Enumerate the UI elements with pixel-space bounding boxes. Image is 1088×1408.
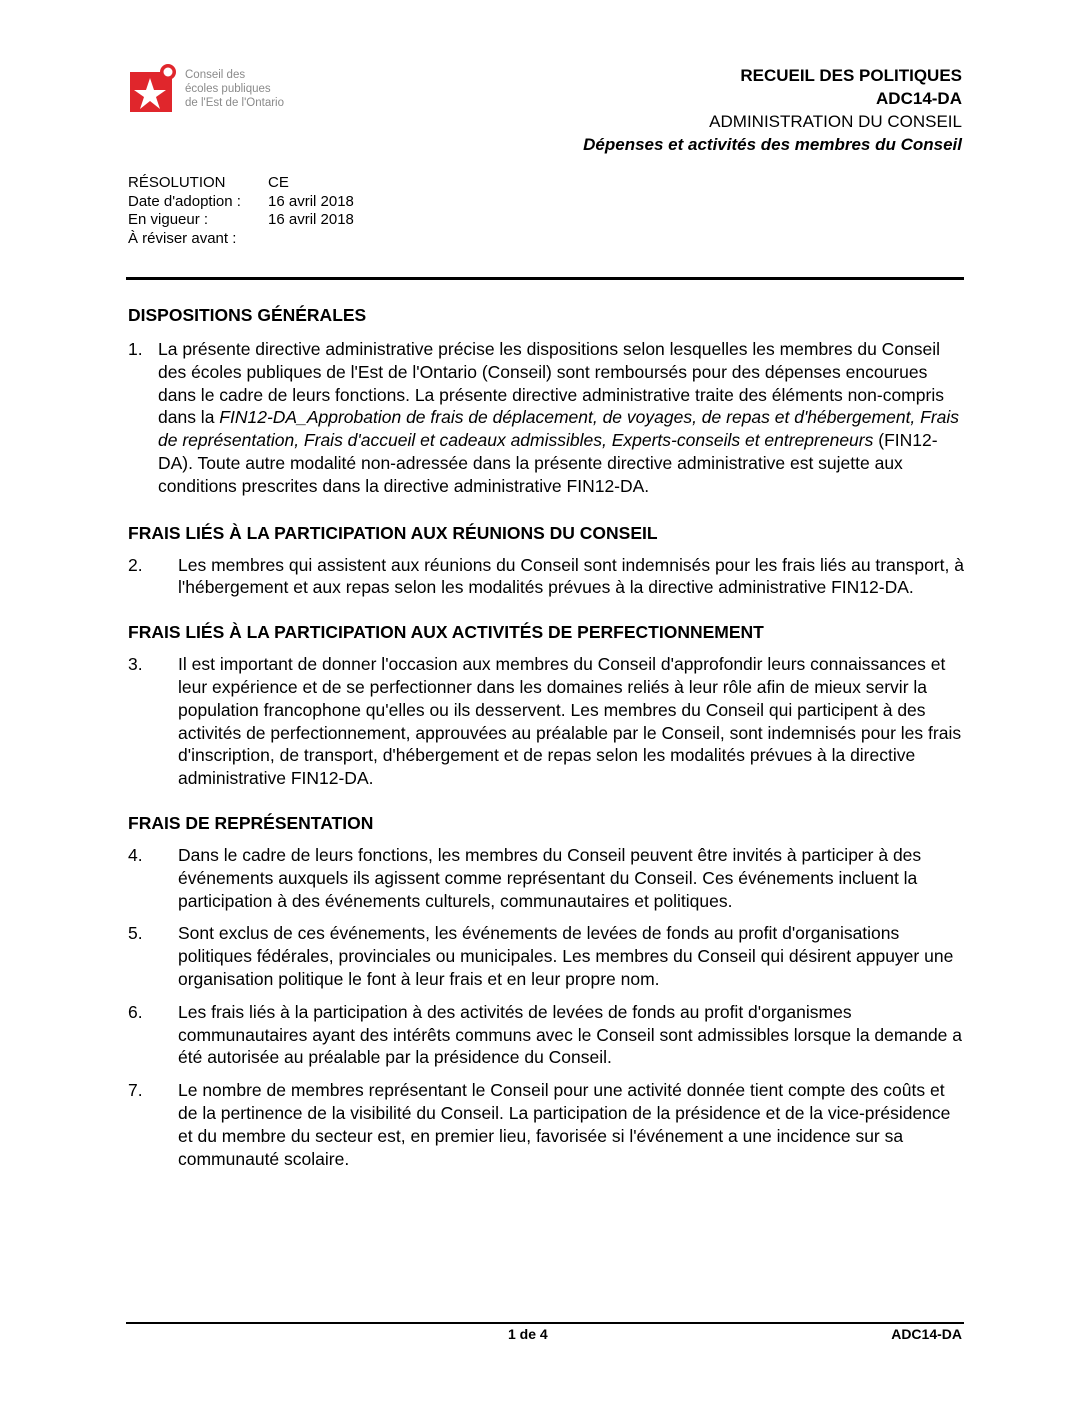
logo-line-2: écoles publiques [185,83,271,95]
section-title-representation: FRAIS DE REPRÉSENTATION [128,812,374,833]
page-number: 1 de 4 [508,1326,548,1342]
header-divider [126,277,964,280]
paragraph-number: 4. [128,844,143,865]
document-body [128,300,964,1170]
adoption-value: 16 avril 2018 [268,192,354,210]
header-title: Dépenses et activités des membres du Conseil [583,135,962,154]
section-title-training: FRAIS LIÉS À LA PARTICIPATION AUX ACTIVITÉS DE PERFECTIONNEMENT [128,622,764,643]
paragraph-1-text-b: (FIN12-DA). Toute autre modalité non-adressée dans la présente directive administrative est sujette aux conditions prescrites dans la directive administrative FIN12-DA. [158,430,938,496]
section-title-meetings: FRAIS LIÉS À LA PARTICIPATION AUX RÉUNIONS DU CONSEIL [128,522,658,543]
header-category: ADMINISTRATION DU CONSEIL [709,112,962,131]
paragraph-number: 1. [128,339,143,359]
vigueur-label: En vigueur : [128,211,209,228]
policy-reference: FIN12-DA_Approbation de frais de déplacement, de voyages, de repas et d'hébergement, Frais de représentation, Frais d'accueil et cadeaux admissibles, Experts-conseils et entrepreneurs [158,407,960,451]
logo-line-1: Conseil des [185,69,246,81]
paragraph-6 [128,1001,964,1069]
vigueur-value: 16 avril 2018 [268,211,354,228]
paragraph-4 [128,844,964,912]
footer-code: ADC14-DA [891,1326,962,1342]
paragraph-5 [128,922,964,990]
paragraph-number: 3. [128,654,143,675]
paragraph-number: 6. [128,1001,143,1022]
header-collection: RECUEIL DES POLITIQUES [740,66,962,85]
paragraph-3 [128,653,964,790]
paragraph-1-text-a: La présente directive administrative précise les dispositions selon lesquelles les membres du Conseil des écoles publiques de l'Est de l'Ontario (Conseil) sont remboursés pour des dépenses encourues dans le cadre de leurs fonctions. La présente directive administrative traite des éléments non-compris dans la [158,339,944,428]
resolution-label: RÉSOLUTION [128,174,226,191]
logo-star-icon [128,62,180,114]
paragraph-7 [128,1079,964,1170]
paragraph-number: 7. [128,1080,143,1101]
paragraph-text [158,338,964,498]
paragraph-text: Dans le cadre de leurs fonctions, les membres du Conseil peuvent être invités à participer à des événements auxquels ils agissent comme représentant du Conseil. Ces événements incluent la participation à des événements culturels, communautaires et politiques. [178,844,922,911]
paragraph-text: Les frais liés à la participation à des activités de levées de fonds au profit d'organismes communautaires ayant des intérêts communs avec le Conseil sont admissibles lorsque la demande a été autorisée au préalable par la présidence du Conseil. [178,1001,963,1068]
paragraph-number: 5. [128,923,143,944]
paragraph-1 [128,338,964,498]
policy-metadata [128,174,354,248]
paragraph-text: Sont exclus de ces événements, les événements de levées de fonds au profit d'organisations politiques fédérales, provinciales ou municipales. Les membres du Conseil qui désirent appuyer une organisation politique le font à leur frais et en leur propre nom. [178,923,954,989]
paragraph-text: Les membres qui assistent aux réunions du Conseil sont indemnisés pour les frais liés au transport, à l'hébergement et aux repas selon les modalités prévues à la directive administrative FIN12-DA. [178,554,964,598]
logo-line-3: de l'Est de l'Ontario [185,97,284,109]
paragraph-2 [128,554,964,600]
logo [128,62,328,122]
paragraph-number: 2. [128,554,143,575]
reviser-label: À réviser avant : [128,229,237,247]
document-header [583,64,962,156]
resolution-value: CE [268,174,289,191]
paragraph-text: Il est important de donner l'occasion aux membres du Conseil d'approfondir leurs connaissances et leur expérience et de se perfectionner dans les domaines reliés à leur rôle afin de mieux servir la population francophone qu'elles ou ils desservent. Les membres du Conseil qui participent à des activités de perfectionnement, approuvées au préalable par le Conseil, sont indemnisés pour les frais d'inscription, de transport, d'hébergement et de repas selon les modalités prévues à la directive administrative FIN12-DA. [178,654,962,789]
footer-divider [126,1322,964,1324]
section-title-general: DISPOSITIONS GÉNÉRALES [128,305,367,325]
adoption-label: Date d'adoption : [128,192,241,210]
header-code: ADC14-DA [876,89,962,108]
paragraph-text: Le nombre de membres représentant le Conseil pour une activité donnée tient compte des coûts et de la pertinence de la visibilité du Conseil. La participation de la présidence et de la vice-présidence et du membre du secteur est, en premier lieu, favorisée si l'événement a une incidence sur sa communauté scolaire. [178,1080,951,1169]
